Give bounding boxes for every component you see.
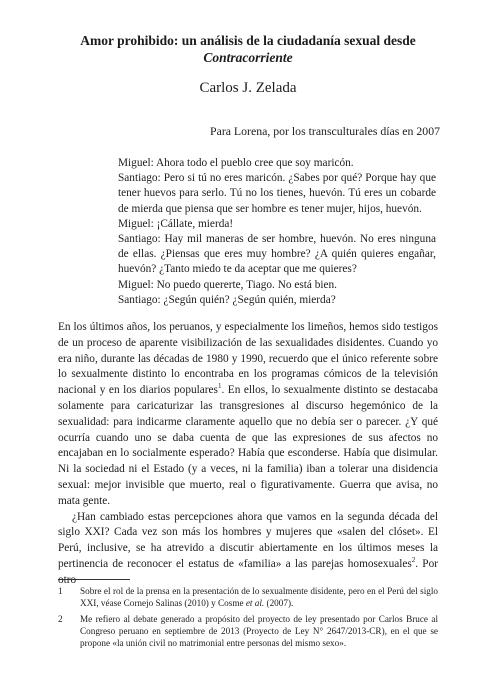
dialogue-line: Miguel: ¡Cállate, mierda! bbox=[118, 217, 234, 230]
chapter-title: Amor prohibido: un análisis de la ciudadanía sexual desde bbox=[80, 33, 416, 48]
footnote-ref[interactable]: 2 bbox=[411, 556, 416, 565]
footnote: 2 Me refiero al debate generado a propósito del proyecto de ley presentado por Carlos Bruce al Congreso peruano en septiembre de 2013 (Proyecto de Ley N° 2647/2013-CR), en el que se propone «la unión civil no matrimonial entre personas del mismo sexo». bbox=[58, 614, 438, 648]
footnote-number: 2 bbox=[58, 614, 63, 624]
dialogue-line: Santiago: Hay mil maneras de ser hombre, huevón. No eres ninguna de ellas. ¿Piensas que eres muy hombre? ¿A quién quieres engañar, huevón? ¿Tanto miedo te da aceptar que me quieres? bbox=[118, 233, 436, 276]
dialogue-epigraph bbox=[118, 156, 436, 308]
footnote: 1 Sobre el rol de la prensa en la presentación de lo sexualmente disidente, pero en el Perú del siglo XXI, véase Cornejo Salinas (2010) y Cosme et al. (2007). bbox=[58, 586, 438, 608]
footnotes bbox=[58, 585, 438, 653]
author-name: Carlos J. Zelada bbox=[199, 80, 297, 96]
body-paragraph: ¿Han cambiado estas percepciones ahora que vamos en la segunda década del siglo XXI? Cada vez son más los hombres y mujeres que «salen del clóset». El Perú, inclusive, se ha atrevido a discutir abiertamente en los últimos meses la pertinencia de reconocer el estatus de «familia» a las parejas homosexuales$^2$. Por otro bbox=[58, 510, 438, 586]
dedication: Para Lorena, por los transculturales días en 2007 bbox=[210, 124, 440, 138]
body-text bbox=[58, 320, 438, 589]
footnote-number: 1 bbox=[58, 586, 63, 596]
dialogue-line: Santiago: Pero si tú no eres maricón. ¿Sabes por qué? Porque hay que tener huevos para serlo. Tú no los tienes, huevón. Tú eres un cobarde de mierda que piensa que ser hombre es tener mujer, hijos, huevón. bbox=[118, 172, 436, 215]
body-paragraph: En los últimos años, los peruanos, y especialmente los limeños, hemos sido testigos de un proceso de aparente visibilización de las sexualidades disidentes. Cuando yo era niño, durante las décadas de 1980 y 1990, recuerdo que el único referente sobre lo sexualmente distinto lo encontraba en los programas cómicos de la televisión nacional y en los diarios populares$^1$. En ellos, lo sexualmente distinto se destacaba solamente para caricaturizar las transgresiones al discurso hegemónico de la sexualidad: para indicarme claramente aquello que no debía ser o parecer. ¿Y qué ocurría cuando uno se daba cuenta de que las expresiones de sus afectos no encajaban en lo socialmente esperado? Había que esconderse. Había que disimular. Ni la sociedad ni el Estado (y a veces, ni la familia) iban a tolerar una disidencia sexual: mejor invisible que muerto, real o figurativamente. Guerra que avisa, no mata gente. bbox=[58, 321, 439, 507]
dialogue-line: Miguel: Ahora todo el pueblo cree que soy maricón. bbox=[118, 157, 354, 169]
chapter-subtitle: Contracorriente bbox=[203, 50, 293, 65]
dialogue-line: Miguel: No puedo quererte, Tiago. No está bien. bbox=[118, 278, 337, 291]
dialogue-line: Santiago: ¿Según quién? ¿Según quién, mierda? bbox=[118, 293, 336, 306]
footnote-divider bbox=[58, 579, 130, 580]
footnote-ref[interactable]: 1 bbox=[217, 382, 222, 391]
